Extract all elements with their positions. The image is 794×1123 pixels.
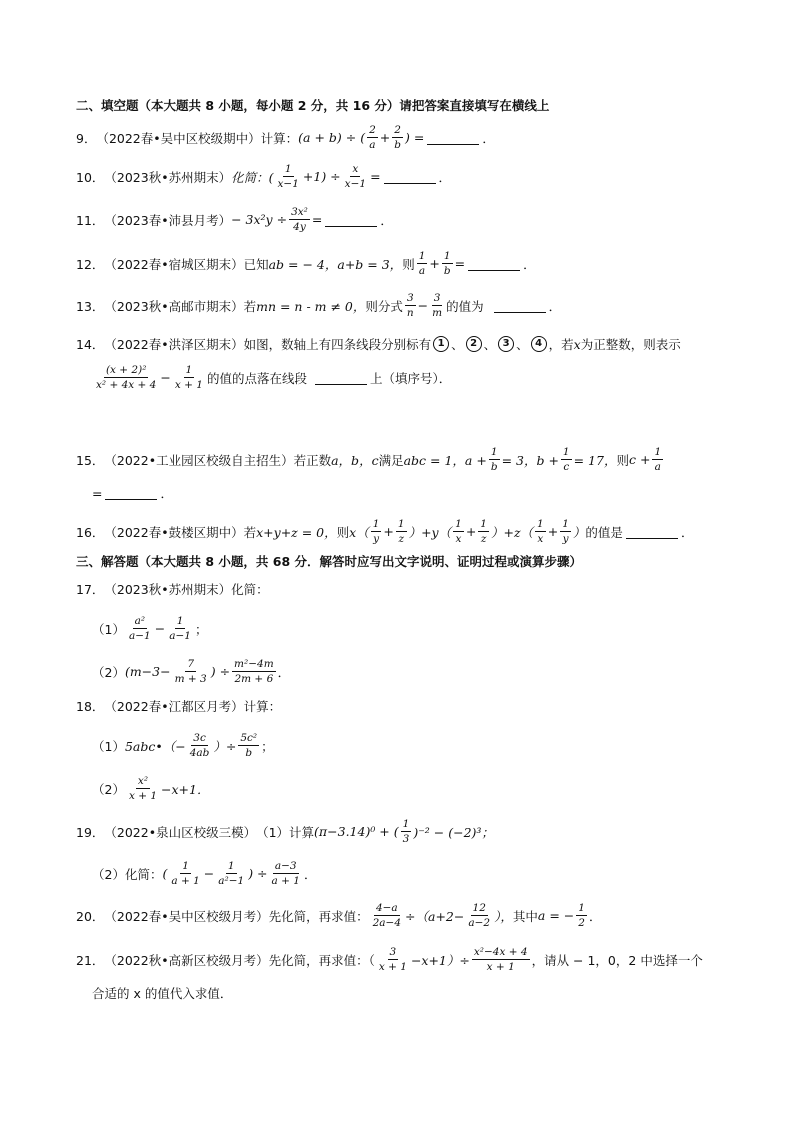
fraction bbox=[535, 518, 546, 545]
numerator: a² bbox=[133, 615, 147, 629]
answer-blank[interactable] bbox=[427, 131, 479, 145]
text-run: 化简： bbox=[231, 582, 269, 597]
fraction bbox=[216, 860, 246, 887]
denominator: a−1 bbox=[169, 630, 191, 643]
circled-number-2: 2 bbox=[466, 336, 482, 352]
fraction bbox=[173, 364, 205, 391]
text-run: ，若 bbox=[548, 337, 574, 352]
text-run: 、 bbox=[483, 337, 497, 352]
question-19 bbox=[76, 818, 754, 845]
text-run: 若正数 bbox=[293, 452, 332, 468]
denominator: a bbox=[418, 265, 426, 278]
answer-blank[interactable] bbox=[494, 299, 546, 313]
text-run: 如图，数轴上有四条线段分别标有 bbox=[243, 337, 432, 352]
text-run: + bbox=[465, 524, 477, 540]
denominator: z bbox=[480, 533, 487, 546]
text-run: 11． bbox=[76, 212, 105, 228]
fraction bbox=[453, 518, 464, 545]
text-run: ． bbox=[523, 256, 536, 272]
circled-number-1: 1 bbox=[433, 336, 449, 352]
text-run: mn = n - m ≠ 0， bbox=[256, 298, 366, 314]
fraction bbox=[430, 292, 444, 319]
fraction bbox=[561, 446, 572, 473]
text-run: （2023春•沛县月考） bbox=[104, 212, 232, 228]
denominator: x + 1 bbox=[174, 379, 203, 392]
denominator: a−2 bbox=[468, 917, 491, 930]
answer-blank[interactable] bbox=[468, 257, 520, 271]
numerator: 1 bbox=[401, 818, 412, 832]
text-run: 16． bbox=[76, 524, 105, 540]
text-run: 合适的 x 的值代入求值． bbox=[92, 986, 233, 1001]
text-run: （1） bbox=[92, 621, 125, 637]
denominator: 2a−4 bbox=[372, 917, 402, 930]
question-17-part2 bbox=[92, 658, 754, 685]
text-run: 则 bbox=[402, 256, 415, 272]
text-run: ）÷ bbox=[213, 738, 237, 754]
fraction bbox=[169, 860, 201, 887]
numerator: 2 bbox=[367, 124, 378, 138]
denominator: x bbox=[455, 533, 462, 546]
fraction bbox=[371, 518, 382, 545]
text-run: = 3，b + bbox=[501, 452, 559, 468]
text-run: 则分式 bbox=[365, 298, 403, 314]
question-12 bbox=[76, 250, 754, 277]
text-run: −x+1）÷ bbox=[410, 952, 470, 968]
text-run: − bbox=[160, 370, 171, 386]
numerator: 1 bbox=[652, 446, 663, 460]
text-run: 的值是 bbox=[585, 524, 623, 540]
question-14-line2 bbox=[92, 364, 754, 391]
denominator: b bbox=[443, 265, 451, 278]
denominator: x² + 4x + 4 bbox=[96, 379, 157, 392]
numerator: 1 bbox=[396, 518, 407, 532]
section-3-heading bbox=[76, 552, 754, 570]
fraction bbox=[367, 124, 378, 151]
numerator: 3x² bbox=[289, 206, 310, 220]
text-run: x+y+z = 0， bbox=[256, 524, 337, 540]
fraction bbox=[173, 658, 209, 685]
text-run: (m−3− bbox=[124, 664, 171, 680]
question-11 bbox=[76, 206, 754, 233]
numerator: 7 bbox=[185, 658, 196, 672]
fraction bbox=[127, 775, 159, 802]
text-run: 三、解答题（本大题共 8 小题，共 68 分．解答时应写出文字说明、证明过程或演算步骤） bbox=[76, 554, 583, 569]
text-run: = bbox=[92, 485, 103, 501]
numerator: 1 bbox=[184, 364, 195, 378]
answer-blank[interactable] bbox=[626, 525, 678, 539]
fraction bbox=[478, 518, 489, 545]
denominator: x−1 bbox=[344, 178, 367, 191]
text-run: （2022春•江都区月考） bbox=[104, 699, 244, 714]
question-21-line2 bbox=[92, 984, 754, 1002]
text-run: ) = bbox=[405, 130, 425, 146]
numerator: x² bbox=[136, 775, 150, 789]
text-run: 为正整数，则表示 bbox=[580, 337, 681, 352]
denominator: y bbox=[562, 533, 569, 546]
numerator: 3 bbox=[388, 946, 399, 960]
fraction bbox=[377, 946, 409, 973]
text-run: 13． bbox=[76, 298, 105, 314]
fraction bbox=[392, 124, 403, 151]
text-run: ． bbox=[277, 664, 291, 680]
text-run: 18． bbox=[76, 699, 105, 714]
question-16 bbox=[76, 518, 754, 545]
text-run: ）， bbox=[494, 908, 513, 924]
text-run: 先化简，再求值： bbox=[268, 908, 369, 924]
text-run: ； bbox=[194, 621, 208, 637]
text-run: 的值为 bbox=[446, 298, 484, 314]
text-run: （2022春•吴中区校级月考） bbox=[104, 908, 269, 924]
question-18-part2 bbox=[92, 775, 754, 802]
text-run: = 17， bbox=[573, 452, 617, 468]
numerator: 1 bbox=[417, 250, 428, 264]
circled-number-3: 3 bbox=[498, 336, 514, 352]
denominator: x−1 bbox=[277, 178, 299, 191]
numerator: 1 bbox=[560, 518, 571, 532]
text-run: 化简：( bbox=[231, 169, 274, 185]
denominator: b bbox=[490, 461, 498, 474]
text-run: )⁻² − (−2)³； bbox=[413, 824, 494, 840]
text-run: 9． bbox=[76, 130, 97, 146]
text-run: + bbox=[383, 524, 394, 540]
fraction bbox=[188, 732, 212, 759]
text-run: 20． bbox=[76, 908, 105, 924]
denominator: x + 1 bbox=[378, 961, 407, 974]
numerator: 1 bbox=[489, 446, 500, 460]
text-run: ( bbox=[162, 866, 168, 882]
text-run: ） bbox=[572, 524, 586, 540]
numerator: 1 bbox=[175, 615, 186, 629]
numerator: 12 bbox=[471, 902, 488, 916]
text-run: （2）化简： bbox=[92, 866, 163, 882]
denominator: 4ab bbox=[189, 747, 210, 760]
answer-blank[interactable] bbox=[384, 170, 436, 184]
text-run: ，请从 − 1，0，2 中选择一个 bbox=[531, 952, 703, 968]
text-run: （2023秋•苏州期末） bbox=[104, 169, 232, 185]
question-9 bbox=[76, 124, 754, 151]
numerator: 1 bbox=[561, 446, 572, 460]
text-run: 二、填空题（本大题共 8 小题，每小题 2 分，共 16 分）请把答案直接填写在横线上 bbox=[76, 98, 550, 113]
text-run: − bbox=[203, 866, 215, 882]
text-run: ab = − 4，a+b = 3， bbox=[268, 256, 403, 272]
numerator: x²−4x + 4 bbox=[472, 946, 530, 960]
denominator: y bbox=[373, 533, 380, 546]
fraction bbox=[371, 902, 403, 929]
question-17 bbox=[76, 580, 754, 598]
text-run: （1） bbox=[92, 738, 125, 754]
text-run: + bbox=[429, 256, 440, 272]
denominator: x + 1 bbox=[128, 790, 158, 803]
text-run: 已知 bbox=[243, 256, 269, 272]
fraction bbox=[270, 860, 302, 887]
fraction bbox=[343, 163, 368, 190]
denominator: c bbox=[563, 461, 570, 474]
text-run: （2） bbox=[92, 781, 125, 797]
text-run: ． bbox=[380, 212, 393, 228]
numerator: (x + 2)² bbox=[104, 364, 148, 378]
numerator: 1 bbox=[283, 163, 294, 177]
denominator: a bbox=[654, 461, 661, 474]
text-run: = bbox=[370, 169, 381, 185]
text-run: ． bbox=[548, 298, 562, 314]
denominator: b bbox=[394, 139, 401, 152]
question-17-part1 bbox=[92, 615, 754, 642]
fraction bbox=[576, 902, 587, 929]
text-run: − bbox=[154, 621, 166, 637]
text-run: 21． bbox=[76, 952, 105, 968]
text-run: 14． bbox=[76, 337, 105, 352]
answer-blank[interactable] bbox=[325, 213, 377, 227]
text-run: ÷（a+2− bbox=[405, 908, 465, 924]
text-run: 则 bbox=[336, 524, 350, 540]
text-run: （1）计算 bbox=[256, 824, 315, 840]
text-run: 若 bbox=[243, 298, 257, 314]
denominator: a−1 bbox=[128, 630, 151, 643]
fraction bbox=[652, 446, 663, 473]
denominator: 2 bbox=[578, 917, 585, 930]
text-run: 、 bbox=[451, 337, 464, 352]
text-run: x bbox=[573, 336, 581, 352]
denominator: b bbox=[245, 747, 253, 760]
text-run: ． bbox=[588, 908, 602, 924]
denominator: 3 bbox=[402, 833, 410, 846]
text-run: 、 bbox=[516, 337, 529, 352]
numerator: x bbox=[350, 163, 360, 177]
section-2-heading bbox=[76, 96, 754, 114]
text-run: 满足 bbox=[378, 452, 404, 468]
text-run: + bbox=[547, 524, 559, 540]
text-run: ． bbox=[160, 486, 173, 501]
text-run: （2023秋•苏州期末） bbox=[104, 582, 232, 597]
numerator: 3c bbox=[191, 732, 208, 746]
fraction bbox=[489, 446, 500, 473]
numerator: 2 bbox=[392, 124, 403, 138]
fraction bbox=[127, 615, 153, 642]
text-run: ； bbox=[261, 738, 274, 754]
fraction bbox=[466, 902, 492, 929]
fraction bbox=[472, 946, 530, 973]
text-run: − 3x²y ÷ bbox=[231, 212, 288, 228]
numerator: 1 bbox=[453, 518, 464, 532]
denominator: m bbox=[432, 307, 443, 320]
fraction bbox=[232, 658, 276, 685]
denominator: 2m + 6 bbox=[234, 673, 274, 686]
text-run: +1) ÷ bbox=[302, 169, 341, 185]
numerator: 3 bbox=[432, 292, 443, 306]
text-run: a，b，c bbox=[331, 452, 379, 468]
question-18 bbox=[76, 697, 754, 715]
text-run: ）+y（ bbox=[408, 524, 452, 540]
text-run: 10． bbox=[76, 169, 105, 185]
denominator: a bbox=[369, 139, 376, 152]
text-run: = bbox=[454, 256, 466, 272]
question-20 bbox=[76, 902, 754, 929]
text-run: a = − bbox=[537, 908, 575, 924]
text-run: 计算： bbox=[260, 130, 299, 146]
fraction bbox=[442, 250, 453, 277]
question-21 bbox=[76, 946, 754, 973]
text-run: （2023秋•高邮市期末） bbox=[104, 298, 244, 314]
numerator: 1 bbox=[371, 518, 382, 532]
fraction bbox=[167, 615, 193, 642]
fraction bbox=[275, 163, 300, 190]
denominator: x + 1 bbox=[486, 961, 515, 974]
numerator: m²−4m bbox=[232, 658, 276, 672]
text-run: (π−3.14)⁰ + ( bbox=[314, 824, 399, 840]
text-run: （2022秋•高新区校级月考） bbox=[104, 952, 269, 968]
denominator: z bbox=[398, 533, 404, 546]
text-run: 17． bbox=[76, 582, 105, 597]
fraction bbox=[238, 732, 259, 759]
fraction bbox=[94, 364, 158, 391]
text-run: 若 bbox=[243, 524, 257, 540]
numerator: 5c² bbox=[238, 732, 259, 746]
text-run: c + bbox=[628, 452, 651, 468]
text-run: （2022春•吴中区校级期中） bbox=[96, 130, 261, 146]
denominator: a + 1 bbox=[271, 875, 300, 888]
numerator: 1 bbox=[535, 518, 546, 532]
question-19-part2 bbox=[92, 860, 754, 887]
text-run: 其中 bbox=[512, 908, 538, 924]
text-run: abc = 1，a + bbox=[403, 452, 487, 468]
text-run: 5abc•（− bbox=[124, 738, 186, 754]
text-run: 则 bbox=[616, 452, 629, 468]
numerator: 1 bbox=[226, 860, 237, 874]
text-run: 19． bbox=[76, 824, 105, 840]
numerator: 1 bbox=[442, 250, 453, 264]
text-run: 上（填序号）． bbox=[369, 370, 452, 386]
text-run: = bbox=[311, 212, 323, 228]
text-run: ) ÷ bbox=[248, 866, 268, 882]
circled-number-4: 4 bbox=[531, 336, 547, 352]
numerator: 3 bbox=[405, 292, 416, 306]
text-run: ． bbox=[438, 169, 452, 185]
text-run: ． bbox=[482, 130, 495, 146]
numerator: 1 bbox=[576, 902, 587, 916]
text-run: ． bbox=[680, 524, 694, 540]
text-run: − bbox=[417, 298, 429, 314]
question-15-line2 bbox=[92, 484, 754, 502]
denominator: x bbox=[537, 533, 544, 546]
text-run: ． bbox=[303, 866, 317, 882]
numerator: 4−a bbox=[374, 902, 400, 916]
text-run: ）+z（ bbox=[490, 524, 534, 540]
fraction bbox=[405, 292, 416, 319]
fraction bbox=[417, 250, 428, 277]
text-run: 15． bbox=[76, 452, 105, 468]
numerator: 1 bbox=[478, 518, 489, 532]
text-run: （2） bbox=[92, 664, 125, 680]
denominator: m + 3 bbox=[174, 673, 207, 686]
text-run: −x+1． bbox=[161, 781, 210, 797]
text-run: ) ÷ bbox=[210, 664, 231, 680]
denominator: 4y bbox=[293, 221, 306, 234]
question-18-part1 bbox=[92, 732, 754, 759]
fraction bbox=[401, 818, 412, 845]
text-run: (a + b) ÷ ( bbox=[298, 130, 366, 146]
question-15 bbox=[76, 446, 754, 473]
numerator: 1 bbox=[180, 860, 191, 874]
question-13 bbox=[76, 292, 754, 319]
text-run: 计算： bbox=[243, 699, 282, 714]
question-10 bbox=[76, 163, 754, 190]
text-run: （2022春•鼓楼区期中） bbox=[104, 524, 244, 540]
text-run: + bbox=[379, 130, 391, 146]
text-run: （2022春•宿城区期末） bbox=[104, 256, 244, 272]
text-run: 的值的点落在线段 bbox=[206, 370, 307, 386]
text-run: （2022•泉山区校级三模） bbox=[104, 824, 257, 840]
denominator: a²−1 bbox=[218, 875, 245, 888]
denominator: a + 1 bbox=[171, 875, 200, 888]
text-run: x（ bbox=[349, 524, 369, 540]
fraction bbox=[289, 206, 310, 233]
answer-blank[interactable] bbox=[105, 486, 157, 500]
question-14 bbox=[76, 335, 754, 353]
fraction bbox=[560, 518, 571, 545]
answer-blank[interactable] bbox=[315, 371, 367, 385]
text-run: （2022春•洪泽区期末） bbox=[104, 337, 244, 352]
fraction bbox=[396, 518, 407, 545]
text-run: （2022•工业园区校级自主招生） bbox=[104, 452, 294, 468]
denominator: n bbox=[406, 307, 414, 320]
numerator: a−3 bbox=[273, 860, 299, 874]
text-run: 12． bbox=[76, 256, 105, 272]
text-run: 先化简，再求值：（ bbox=[268, 952, 375, 968]
